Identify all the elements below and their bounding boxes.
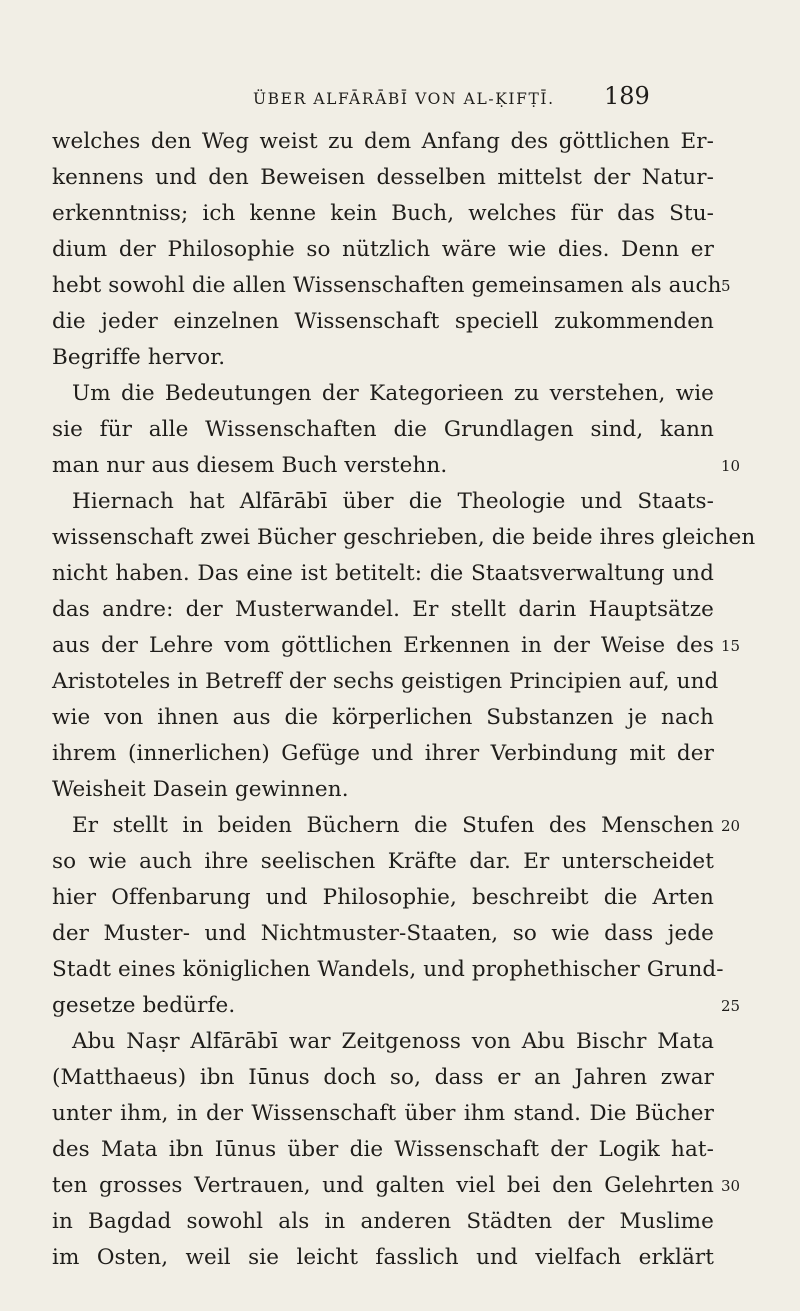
text-line: hier Offenbarung und Philosophie, beschreibt die Arten [52,885,714,910]
text-line: man nur aus diesem Buch verstehn. [52,453,448,478]
text-line: Um die Bedeutungen der Kategorieen zu verstehen, wie [72,381,714,406]
text-line: Hiernach hat Alfārābī über die Theologie und Staats- [72,489,714,514]
text-line: dium der Philosophie so nützlich wäre wie dies. Denn er [52,237,714,262]
text-line: das andre: der Musterwandel. Er stellt darin Hauptsätze [52,597,714,622]
line-number: 10 [721,457,741,475]
text-line: Weisheit Dasein gewinnen. [52,777,349,802]
line-number: 5 [721,277,731,295]
text-line: nicht haben. Das eine ist betitelt: die Staatsverwaltung und [52,561,714,586]
page-number: 189 [604,82,650,110]
text-line: ihrem (innerlichen) Gefüge und ihrer Verbindung mit der [52,741,714,766]
text-line: aus der Lehre vom göttlichen Erkennen in der Weise des [52,633,714,658]
text-line: kennens und den Beweisen desselben mittelst der Natur- [52,165,714,190]
text-line: Abu Naṣr Alfārābī war Zeitgenoss von Abu Bischr Mata [72,1029,714,1054]
text-line: so wie auch ihre seelischen Kräfte dar. Er unterscheidet [52,849,714,874]
text-line: unter ihm, in der Wissenschaft über ihm stand. Die Bücher [52,1101,714,1126]
running-title: ÜBER ALFĀRĀBĪ VON AL-ḲIFṬĪ. [253,90,555,108]
text-line: wissenschaft zwei Bücher geschrieben, die beide ihres gleichen [52,525,756,550]
text-line: (Matthaeus) ibn Iūnus doch so, dass er an Jahren zwar [52,1065,714,1090]
text-line: erkenntniss; ich kenne kein Buch, welches für das Stu- [52,201,714,226]
text-line: welches den Weg weist zu dem Anfang des göttlichen Er- [52,129,714,154]
text-line: Aristoteles in Betreff der sechs geistigen Principien auf, und [52,669,719,694]
line-number: 15 [721,637,741,655]
text-line: des Mata ibn Iūnus über die Wissenschaft der Logik hat- [52,1137,714,1162]
text-line: gesetze bedürfe. [52,993,236,1018]
text-line: hebt sowohl die allen Wissenschaften gemeinsamen als auch [52,273,722,298]
text-line: Er stellt in beiden Büchern die Stufen des Menschen [72,813,714,838]
text-line: der Muster- und Nichtmuster-Staaten, so wie dass jede [52,921,714,946]
running-head [0,82,800,122]
text-line: ten grosses Vertrauen, und galten viel bei den Gelehrten [52,1173,714,1198]
text-line: sie für alle Wissenschaften die Grundlagen sind, kann [52,417,714,442]
line-number: 20 [721,817,741,835]
line-number: 25 [721,997,741,1015]
line-number: 30 [721,1177,741,1195]
text-line: wie von ihnen aus die körperlichen Substanzen je nach [52,705,714,730]
text-line: Begriffe hervor. [52,345,226,370]
text-line: in Bagdad sowohl als in anderen Städten der Muslime [52,1209,714,1234]
text-line: im Osten, weil sie leicht fasslich und vielfach erklärt [52,1245,714,1270]
text-line: Stadt eines königlichen Wandels, und prophethischer Grund- [52,957,724,982]
text-line: die jeder einzelnen Wissenschaft speciell zukommenden [52,309,714,334]
